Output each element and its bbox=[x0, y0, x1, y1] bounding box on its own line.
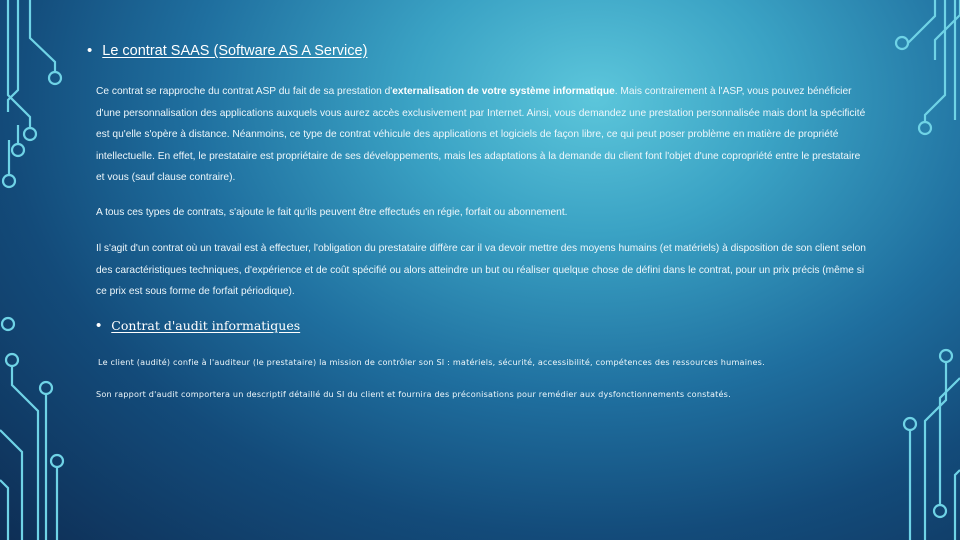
paragraph-saas bbox=[96, 81, 871, 189]
section-heading-saas bbox=[87, 42, 367, 59]
paragraph-work-contract: Il s'agit d'un contrat où un travail est à effectuer, l'obligation du prestataire diffère car il va devoir mettre des moyens humains (et matériels) à disposition de son client selon des caractéristiques techniques, d'expérience et de coût spécifié ou alors atteindre un but ou réaliser quelque chose de défini dans le contrat, pour un prix précis (même si ce prix est sous forme de forfait périodique). bbox=[96, 243, 866, 297]
bullet-icon: • bbox=[87, 42, 93, 59]
heading-title: Le contrat SAAS (Software AS A Service) bbox=[102, 43, 368, 59]
paragraph-text: . Mais contrairement à l'ASP, vous pouvez bénéficier d'une personnalisation des applications auxquels vous aurez accès exclusivement par Internet. Ainsi, vous demandez une prestation personnalisée mais dont la spécificité est qu'elle s'opère à distance. Néanmoins, ce type de contrat véhicule des applications et logiciels de façon libre, ce qui peut poser problème en matière de propriété intellectuelle. En effet, le prestataire est propriétaire de ses développements, mais les adaptations à la demande du client font l'objet d'une copropriété entre le prestataire et vous (sauf clause contraire). bbox=[96, 86, 866, 183]
paragraph-audit-client: Le client (audité) confie à l'auditeur (le prestataire) la mission de contrôler son SI : matériels, sécurité, accessibilité, compétences des ressources humaines. bbox=[98, 357, 765, 367]
bullet-icon: • bbox=[96, 317, 102, 334]
paragraph-text: Ce contrat se rapproche du contrat ASP du fait de sa prestation d' bbox=[96, 86, 393, 97]
section-heading-audit bbox=[96, 317, 300, 334]
bold-text: externalisation de votre système informatique bbox=[392, 86, 615, 97]
paragraph-audit-report: Son rapport d'audit comportera un descriptif détaillé du SI du client et fournira des préconisations pour remédier aux dysfonctionnements constatés. bbox=[96, 389, 731, 399]
paragraph-contract-types: A tous ces types de contrats, s'ajoute le fait qu'ils peuvent être effectués en régie, forfait ou abonnement. bbox=[96, 207, 568, 218]
heading-title: Contrat d'audit informatiques bbox=[111, 318, 301, 333]
